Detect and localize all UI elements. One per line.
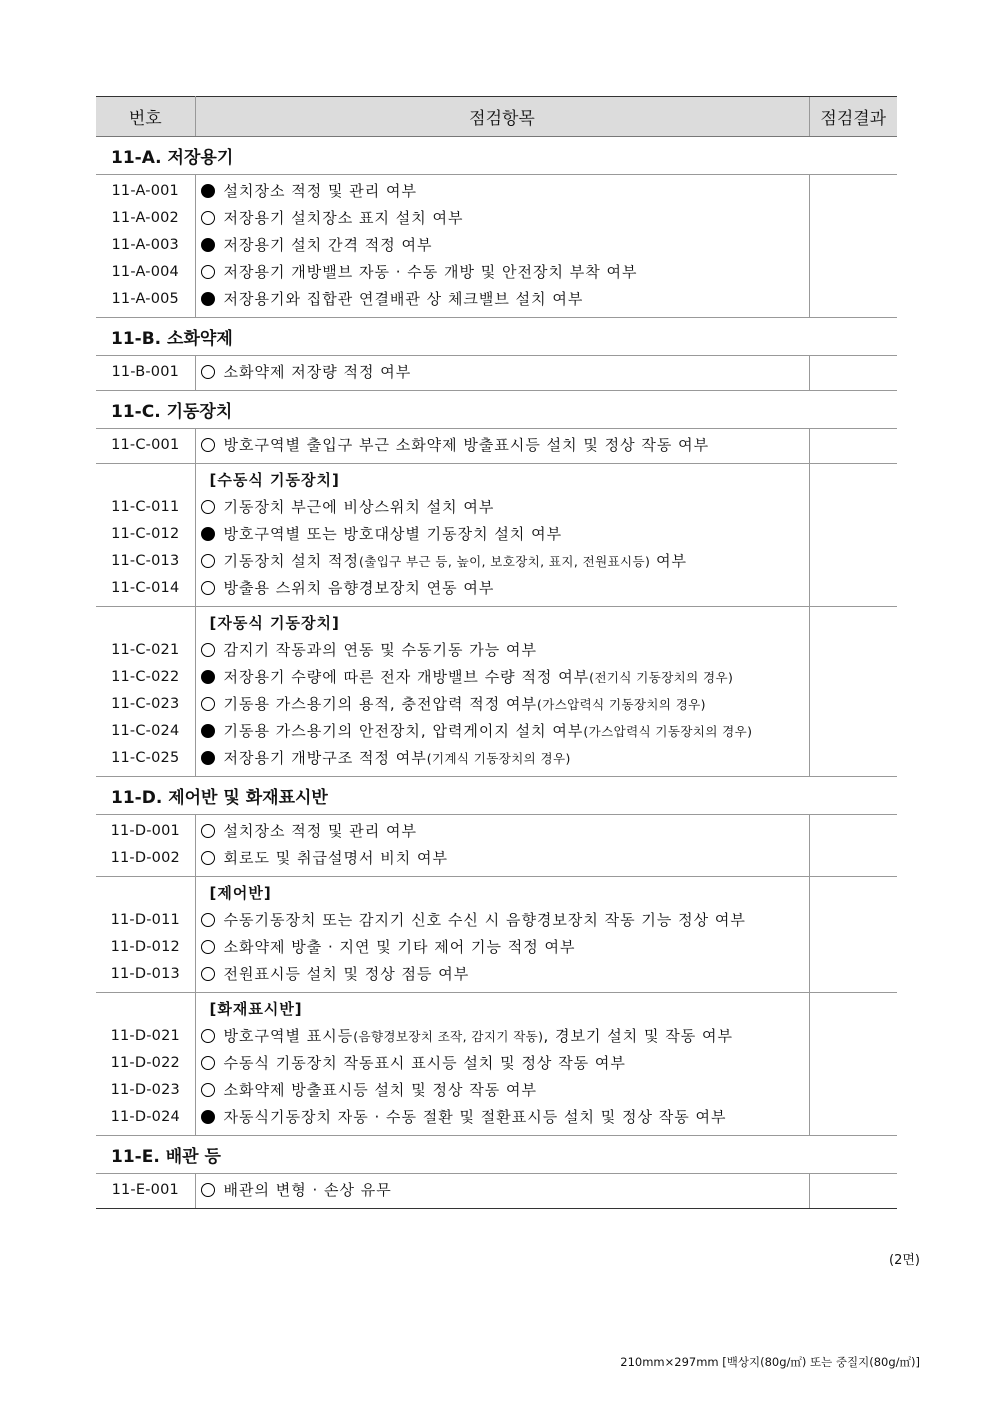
checklist-item [201, 1104, 808, 1131]
checklist-item [201, 286, 808, 313]
checklist-item [201, 205, 808, 232]
item-code: 11-C-001 [111, 437, 180, 453]
item-text: 저장용기 개방구조 적정 여부 [223, 749, 427, 767]
filled-circle-icon [201, 1110, 215, 1124]
open-circle-icon [201, 1056, 215, 1070]
item-code: 11-D-022 [110, 1055, 180, 1071]
item-texts-cell [195, 464, 809, 607]
item-code: 11-C-012 [111, 526, 180, 542]
item-note: (가스압력식 기동장치의 경우) [536, 697, 706, 712]
section-title: 11-A. 저장용기 [96, 137, 897, 175]
checklist-item [201, 359, 808, 386]
checklist-item [201, 1023, 808, 1050]
item-note: (음향경보장치 조작, 감지기 작동) [353, 1029, 544, 1044]
result-cell[interactable] [809, 356, 897, 391]
item-codes-cell [96, 356, 195, 391]
paper-spec: 210mm×297mm [백상지(80g/㎡) 또는 중질지(80g/㎡)] [620, 1355, 920, 1369]
item-code: 11-A-002 [111, 210, 179, 226]
checklist-item [201, 1077, 808, 1104]
checklist-item [201, 1050, 808, 1077]
checklist-body [96, 137, 897, 1209]
open-circle-icon [201, 824, 215, 838]
item-code: 11-C-021 [111, 642, 180, 658]
item-code: 11-A-001 [111, 183, 179, 199]
open-circle-icon [201, 500, 215, 514]
result-cell[interactable] [809, 815, 897, 877]
item-group-row [96, 993, 897, 1136]
checklist-item [201, 934, 808, 961]
item-text: 저장용기 수량에 따른 전자 개방밸브 수량 적정 여부 [223, 668, 590, 686]
item-text: 기동용 가스용기의 용적, 충전압력 적정 여부 [223, 695, 537, 713]
header-inspection-result: 점검결과 [809, 97, 897, 137]
item-text: 저장용기 개방밸브 자동 · 수동 개방 및 안전장치 부착 여부 [223, 263, 638, 281]
open-circle-icon [201, 265, 215, 279]
item-text: 배관의 변형 · 손상 유무 [223, 1181, 392, 1199]
open-circle-icon [201, 1029, 215, 1043]
item-text: 기동장치 부근에 비상스위치 설치 여부 [223, 498, 495, 516]
item-text: 설치장소 적정 및 관리 여부 [223, 182, 417, 200]
open-circle-icon [201, 211, 215, 225]
item-text-tail: , 경보기 설치 및 작동 여부 [543, 1027, 733, 1045]
item-texts-cell [195, 815, 809, 877]
item-note: (가스압력식 기동장치의 경우) [583, 724, 753, 739]
result-cell[interactable] [809, 464, 897, 607]
checklist-item [201, 718, 808, 745]
item-code: 11-C-023 [111, 696, 180, 712]
item-texts-cell [195, 1174, 809, 1209]
item-text: 회로도 및 취급설명서 비치 여부 [223, 849, 448, 867]
item-text: 저장용기 설치 간격 적정 여부 [223, 236, 433, 254]
open-circle-icon [201, 1183, 215, 1197]
item-code: 11-D-013 [110, 966, 180, 982]
subgroup-title: [제어반] [209, 884, 272, 902]
checklist-item [201, 259, 808, 286]
header-number: 번호 [96, 97, 195, 137]
section-row [96, 318, 897, 356]
item-code: 11-D-023 [110, 1082, 180, 1098]
item-code: 11-A-005 [111, 291, 179, 307]
checklist-item [201, 432, 808, 459]
item-note: (전기식 기동장치의 경우) [589, 670, 734, 685]
result-cell[interactable] [809, 1174, 897, 1209]
item-code: 11-D-011 [110, 912, 180, 928]
subgroup-title: [화재표시반] [209, 1000, 303, 1018]
item-code: 11-C-014 [111, 580, 180, 596]
item-text: 기동용 가스용기의 안전장치, 압력게이지 설치 여부 [223, 722, 584, 740]
filled-circle-icon [201, 751, 215, 765]
item-group-row [96, 877, 897, 993]
open-circle-icon [201, 643, 215, 657]
subgroup-spacer [97, 996, 194, 1023]
open-circle-icon [201, 438, 215, 452]
item-text: 기동장치 설치 적정 [223, 552, 359, 570]
item-code: 11-C-011 [111, 499, 180, 515]
checklist-item [201, 178, 808, 205]
checklist-item [201, 818, 808, 845]
open-circle-icon [201, 697, 215, 711]
item-text-tail: 여부 [650, 552, 688, 570]
checklist-item [201, 664, 808, 691]
table-header-row [96, 97, 897, 137]
item-note: (출입구 부근 등, 높이, 보호장치, 표지, 전원표시등) [358, 554, 651, 569]
item-text: 방출용 스위치 음향경보장치 연동 여부 [223, 579, 495, 597]
checklist-item [201, 907, 808, 934]
filled-circle-icon [201, 670, 215, 684]
checklist-item [201, 1177, 808, 1204]
checklist-item [201, 494, 808, 521]
item-codes-cell [96, 429, 195, 464]
result-cell[interactable] [809, 429, 897, 464]
inspection-checklist-table [96, 96, 897, 1209]
item-texts-cell [195, 993, 809, 1136]
item-text: 자동식기동장치 자동 · 수동 절환 및 절환표시등 설치 및 정상 작동 여부 [223, 1108, 727, 1126]
item-text: 수동기동장치 또는 감지기 신호 수신 시 음향경보장치 작동 기능 정상 여부 [223, 911, 746, 929]
checklist-item [201, 232, 808, 259]
item-code: 11-D-002 [110, 850, 180, 866]
item-code: 11-C-022 [111, 669, 180, 685]
subgroup-spacer [97, 610, 194, 637]
filled-circle-icon [201, 292, 215, 306]
subgroup-spacer [97, 880, 194, 907]
filled-circle-icon [201, 527, 215, 541]
result-cell[interactable] [809, 877, 897, 993]
header-inspection-item: 점검항목 [195, 97, 809, 137]
item-group-row [96, 815, 897, 877]
item-codes-cell [96, 877, 195, 993]
item-group-row [96, 1174, 897, 1209]
item-codes-cell [96, 607, 195, 777]
item-text: 소화약제 방출 · 지연 및 기타 제어 기능 적정 여부 [223, 938, 576, 956]
item-text: 소화약제 저장량 적정 여부 [223, 363, 412, 381]
filled-circle-icon [201, 184, 215, 198]
item-code: 11-D-012 [110, 939, 180, 955]
item-group-row [96, 356, 897, 391]
item-code: 11-A-004 [111, 264, 179, 280]
item-code: 11-B-001 [111, 364, 180, 380]
section-title: 11-D. 제어반 및 화재표시반 [96, 777, 897, 815]
item-text: 방호구역별 또는 방호대상별 기동장치 설치 여부 [223, 525, 563, 543]
item-code: 11-E-001 [111, 1182, 179, 1198]
item-codes-cell [96, 1174, 195, 1209]
item-text: 저장용기 설치장소 표지 설치 여부 [223, 209, 464, 227]
item-text: 소화약제 방출표시등 설치 및 정상 작동 여부 [223, 1081, 537, 1099]
item-text: 저장용기와 집합관 연결배관 상 체크밸브 설치 여부 [223, 290, 584, 308]
section-title: 11-C. 기동장치 [96, 391, 897, 429]
item-text: 전원표시등 설치 및 정상 점등 여부 [223, 965, 470, 983]
item-text: 방호구역별 출입구 부근 소화약제 방출표시등 설치 및 정상 작동 여부 [223, 436, 710, 454]
open-circle-icon [201, 913, 215, 927]
result-cell[interactable] [809, 607, 897, 777]
open-circle-icon [201, 581, 215, 595]
item-text: 감지기 작동과의 연동 및 수동기동 가능 여부 [223, 641, 537, 659]
item-text: 방호구역별 표시등 [223, 1027, 354, 1045]
result-cell[interactable] [809, 175, 897, 318]
checklist-item [201, 575, 808, 602]
item-code: 11-C-013 [111, 553, 180, 569]
result-cell[interactable] [809, 993, 897, 1136]
item-codes-cell [96, 993, 195, 1136]
item-codes-cell [96, 175, 195, 318]
checklist-item [201, 637, 808, 664]
item-code: 11-A-003 [111, 237, 179, 253]
section-row [96, 391, 897, 429]
section-row [96, 1136, 897, 1174]
open-circle-icon [201, 554, 215, 568]
item-code: 11-D-001 [110, 823, 180, 839]
item-texts-cell [195, 356, 809, 391]
item-code: 11-C-025 [111, 750, 180, 766]
item-codes-cell [96, 464, 195, 607]
item-texts-cell [195, 877, 809, 993]
open-circle-icon [201, 940, 215, 954]
checklist-item [201, 745, 808, 772]
filled-circle-icon [201, 238, 215, 252]
checklist-item [201, 548, 808, 575]
item-text: 수동식 기동장치 작동표시 표시등 설치 및 정상 작동 여부 [223, 1054, 626, 1072]
filled-circle-icon [201, 724, 215, 738]
item-texts-cell [195, 607, 809, 777]
item-code: 11-D-024 [110, 1109, 180, 1125]
section-row [96, 777, 897, 815]
section-title: 11-B. 소화약제 [96, 318, 897, 356]
checklist-item [201, 691, 808, 718]
section-title: 11-E. 배관 등 [96, 1136, 897, 1174]
item-group-row [96, 607, 897, 777]
open-circle-icon [201, 365, 215, 379]
open-circle-icon [201, 1083, 215, 1097]
item-codes-cell [96, 815, 195, 877]
item-group-row [96, 464, 897, 607]
item-text: 설치장소 적정 및 관리 여부 [223, 822, 417, 840]
open-circle-icon [201, 851, 215, 865]
page-number: (2면) [889, 1253, 920, 1268]
checklist-item [201, 521, 808, 548]
section-row [96, 137, 897, 175]
item-texts-cell [195, 429, 809, 464]
subgroup-title: [수동식 기동장치] [209, 471, 340, 489]
item-note: (기계식 기동장치의 경우) [426, 751, 571, 766]
item-code: 11-C-024 [111, 723, 180, 739]
open-circle-icon [201, 967, 215, 981]
subgroup-title: [자동식 기동장치] [209, 614, 340, 632]
item-group-row [96, 429, 897, 464]
checklist-item [201, 961, 808, 988]
checklist-item [201, 845, 808, 872]
item-code: 11-D-021 [110, 1028, 180, 1044]
item-texts-cell [195, 175, 809, 318]
item-group-row [96, 175, 897, 318]
subgroup-spacer [97, 467, 194, 494]
